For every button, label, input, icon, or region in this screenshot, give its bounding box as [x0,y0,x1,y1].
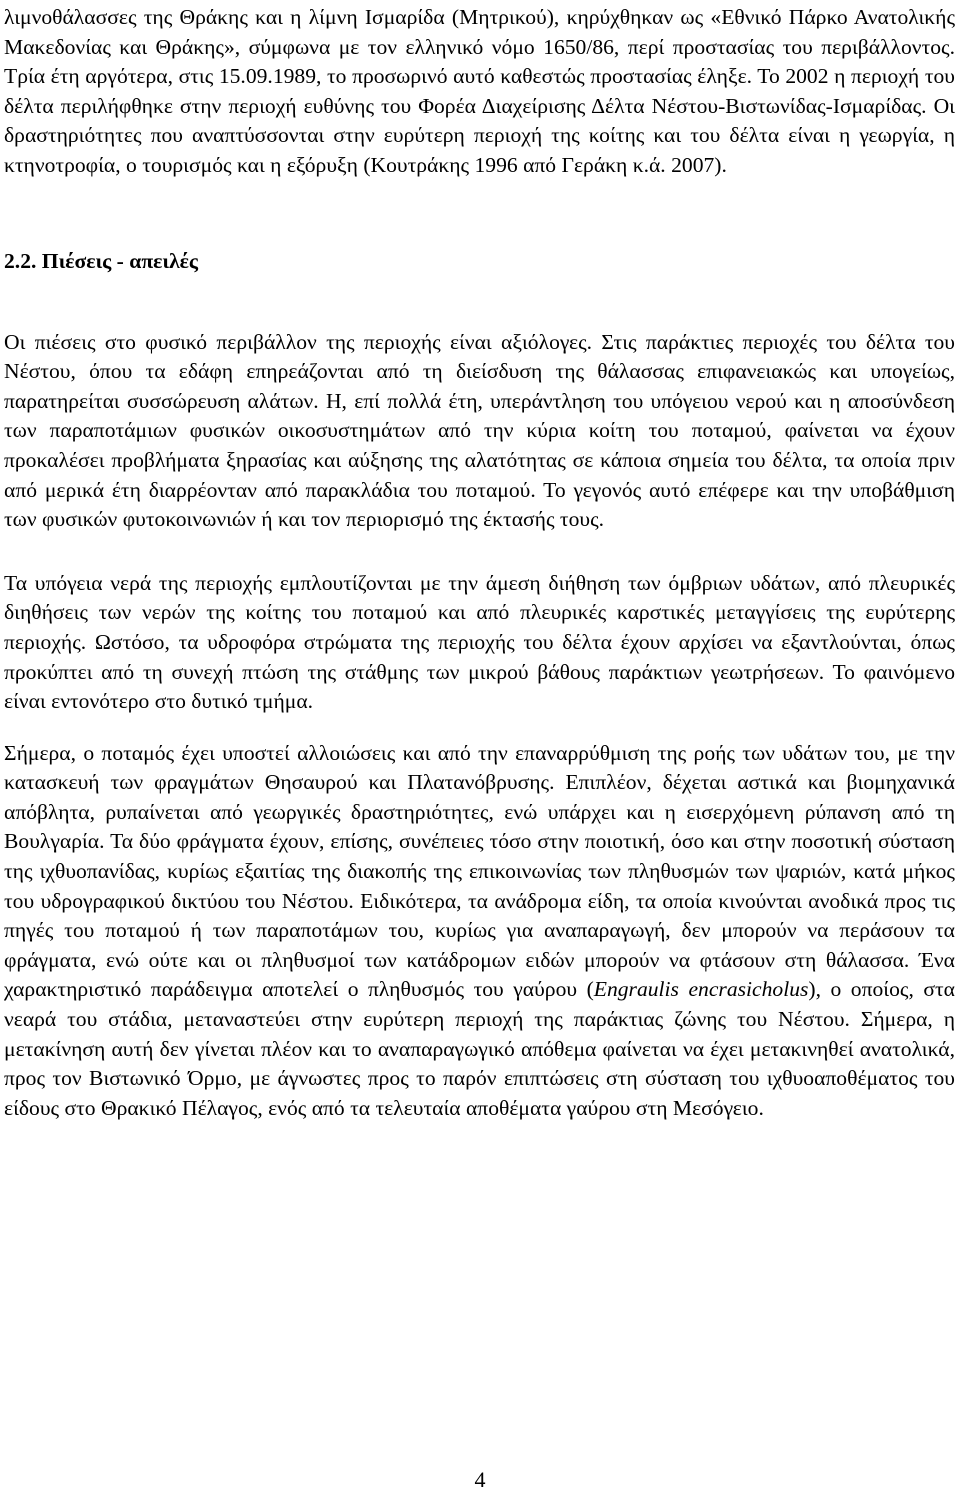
paragraph-intro: λιμνοθάλασσες της Θράκης και η λίμνη Ισμαρίδα (Μητρικού), κηρύχθηκαν ως «Εθνικό Πάρκο Ανατολικής Μακεδονίας και Θράκης», σύμφωνα με τον ελληνικό νόμο 1650/86, περί προστασίας του περιβάλλοντος. Τρία έτη αργότερα, στις 15.09.1989, το προσωρινό αυτό καθεστώς προστασίας έληξε. Το 2002 η περιοχή του δέλτα περιλήφθηκε στην περιοχή ευθύνης του Φορέα Διαχείρισης Δέλτα Νέστου-Βιστωνίδας-Ισμαρίδας. Οι δραστηριότητες που αναπτύσσονται στην ευρύτερη περιοχή της κοίτης και του δέλτα είναι η γεωργία, η κτηνοτροφία, ο τουρισμός και η εξόρυξη (Κουτράκης 1996 από Γεράκη κ.ά. 2007). [4,5,955,177]
paragraph-today-text-end: ), ο οποίος, στα νεαρά του στάδια, μεταναστεύει στην ευρύτερη περιοχή της παράκτιας ζώνης του Νέστου. Σήμερα, η μετακίνηση αυτή δεν γίνεται πλέον και το αναπαραγωγικό απόθεμα φαίνεται να έχει μετακινηθεί ανατολικά, προς τον Βιστωνικό Όρμο, με άγνωστες προς το παρόν επιπτώσεις στη σύσταση του ιχθυοαποθέματος του είδους στο Θρακικό Πέλαγος, ενός από τα τελευταία αποθέματα γαύρου στη Μεσόγειο. [4,977,955,1120]
section-heading: 2.2. Πιέσεις - απειλές [4,248,199,273]
paragraph-groundwater: Τα υπόγεια νερά της περιοχής εμπλουτίζονται με την άμεση διήθηση των όμβριων υδάτων, από πλευρικές διηθήσεις των νερών της κοίτης του ποταμού και από πλευρικές καρστικές μεταγγίσεις της ευρύτερης περιοχής. Ωστόσο, τα υδροφόρα στρώματα της περιοχής του δέλτα έχουν αρχίσει να εξαντλούνται, όπως προκύπτει από τη συνεχή πτώση της στάθμης των μικρού βάθους παράκτιων γεωτρήσεων. Το φαινόμενο είναι εντονότερο στο δυτικό τμήμα. [4,570,955,714]
species-name: Engraulis encrasicholus [593,977,809,1002]
page-number: 4 [474,1467,486,1492]
paragraph-pressures: Οι πιέσεις στο φυσικό περιβάλλον της περιοχής είναι αξιόλογες. Στις παράκτιες περιοχές του δέλτα του Νέστου, όπου τα εδάφη επηρεάζονται από τη διείσδυση της θάλασσας επιφανειακώς και υπογείως, παρατηρείται συσσώρευση αλάτων. Η, επί πολλά έτη, υπεράντληση του υπόγειου νερού και η αποσύνδεση των παραποτάμιων φυσικών οικοσυστημάτων από την κύρια κοίτη του ποταμού, φαίνεται να έχουν προκαλέσει προβλήματα ξηρασίας και αύξησης της αλατότητας σε κάποια σημεία του δέλτα, τα οποία πριν από μερικά έτη διαρρέονταν από παρακλάδια του ποταμού. Το γεγονός αυτό επέφερε και την υποβάθμιση των φυσικών φυτοκοινωνιών ή και τον περιορισμό της έκτασής τους. [4,329,955,532]
paragraph-today-text-start: Σήμερα, ο ποταμός έχει υποστεί αλλοιώσεις και από την επαναρρύθμιση της ροής των υδάτων του, με την κατασκευή των φραγμάτων Θησαυρού και Πλατανόβρυσης. Επιπλέον, δέχεται αστικά και βιομηχανικά απόβλητα, ρυπαίνεται από γεωργικές δραστηριότητες, ενώ υπάρχει και η εισερχόμενη ρύπανση από τη Βουλγαρία. Τα δύο φράγματα έχουν, επίσης, συνέπειες τόσο στην ποιοτική, όσο και στην ποσοτική σύσταση της ιχθυοπανίδας, κυρίως εξαιτίας της διακοπής της επικοινωνίας των πληθυσμών των ψαριών, κατά μήκος του υδρογραφικού δικτύου του Νέστου. Ειδικότερα, τα ανάδρομα είδη, τα οποία κινούνται ανοδικά προς τις πηγές του ποταμού ή των παραποτάμων του, κυρίως για αναπαραγωγή, δεν μπορούν να περάσουν τα φράγματα, ενώ ούτε και οι πληθυσμοί των κατάδρομων ειδών μπορούν να φτάσουν στη θάλασσα. Ένα χαρακτηριστικό παράδειγμα αποτελεί ο πληθυσμός του γαύρου ( [4,740,955,1002]
document-page [4,0,955,1123]
paragraph-today [4,739,955,1124]
